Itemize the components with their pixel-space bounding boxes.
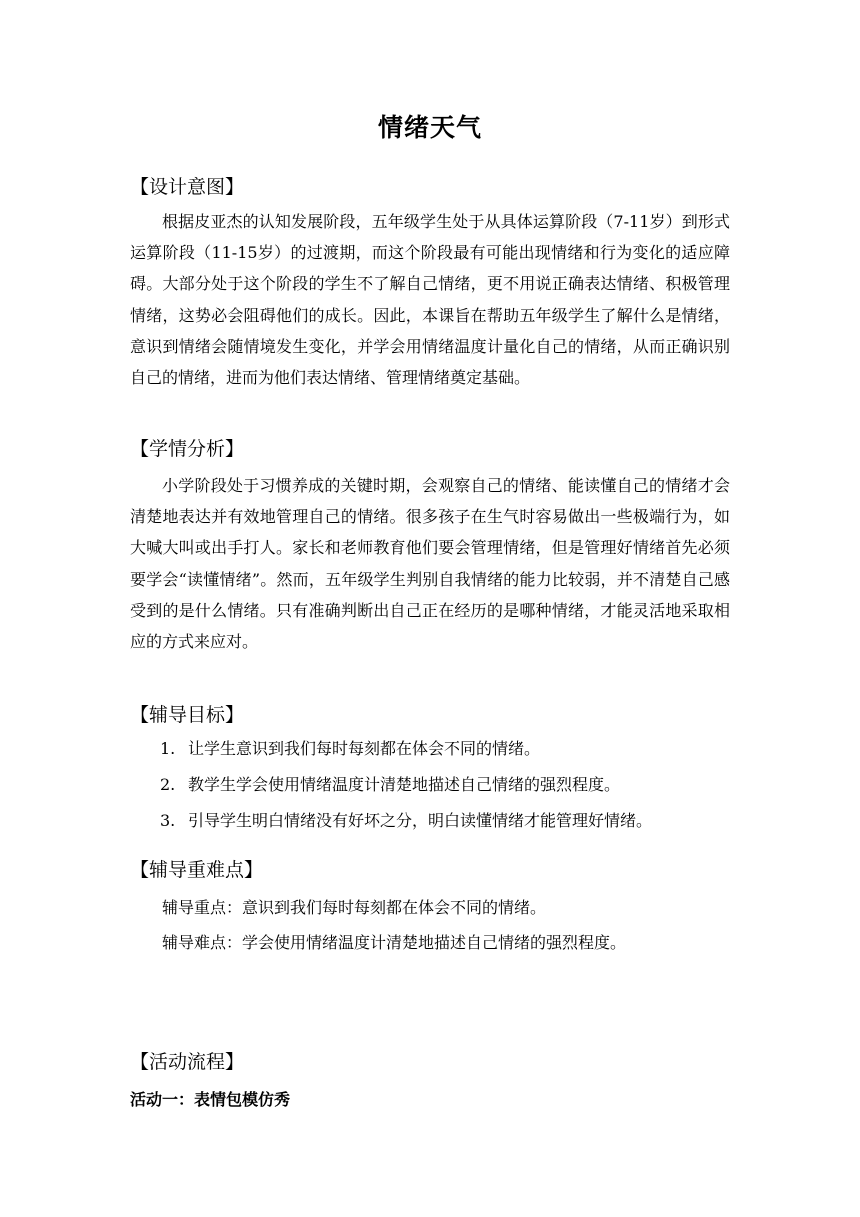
list-item	[160, 731, 652, 767]
list-item	[160, 803, 652, 839]
list-item-number: 1.	[160, 739, 176, 758]
list-item-text: 让学生意识到我们每时每刻都在体会不同的情绪。	[188, 739, 541, 758]
goals-list	[160, 731, 652, 839]
paragraph-design-intent: 根据皮亚杰的认知发展阶段，五年级学生处于从具体运算阶段（7-11岁）到形式运算阶段（11-15岁）的过渡期，而这个阶段最有可能出现情绪和行为变化的适应障碍。大部分处于这个阶段的学生不了解自己情绪，更不用说正确表达情绪、积极管理情绪，这势必会阻碍他们的成长。因此，本课旨在帮助五年级学生了解什么是情绪，意识到情绪会随情境发生变化，并学会用情绪温度计量化自己的情绪，从而正确识别自己的情绪，进而为他们表达情绪、管理情绪奠定基础。	[130, 212, 730, 388]
list-item	[160, 767, 652, 803]
paragraph-learner-analysis: 小学阶段处于习惯养成的关键时期，会观察自己的情绪、能读懂自己的情绪才会清楚地表达并有效地管理自己的情绪。很多孩子在生气时容易做出一些极端行为，如大喊大叫或出手打人。家长和老师教育他们要会管理情绪，但是管理好情绪首先必须要学会“读懂情绪”。然而，五年级学生判别自我情绪的能力比较弱，并不清楚自己感受到的是什么情绪。只有准确判断出自己正在经历的是哪种情绪，才能灵活地采取相应的方式来应对。	[130, 476, 730, 652]
heading-learner-analysis: 【学情分析】	[130, 438, 245, 460]
activity-one-title: 活动一：表情包模仿秀	[130, 1090, 291, 1109]
list-item-number: 3.	[160, 811, 176, 830]
page-title: 情绪天气	[377, 113, 482, 142]
heading-activity-flow: 【活动流程】	[130, 1051, 245, 1073]
heading-key-points: 【辅导重难点】	[130, 859, 264, 881]
heading-design-intent: 【设计意图】	[130, 176, 245, 198]
key-point-focus: 辅导重点：意识到我们每时每刻都在体会不同的情绪。	[162, 898, 547, 917]
list-item-number: 2.	[160, 775, 176, 794]
key-point-difficulty: 辅导难点：学会使用情绪温度计清楚地描述自己情绪的强烈程度。	[162, 933, 627, 952]
list-item-text: 引导学生明白情绪没有好坏之分，明白读懂情绪才能管理好情绪。	[188, 811, 653, 830]
list-item-text: 教学生学会使用情绪温度计清楚地描述自己情绪的强烈程度。	[188, 775, 621, 794]
heading-goals: 【辅导目标】	[130, 704, 245, 726]
